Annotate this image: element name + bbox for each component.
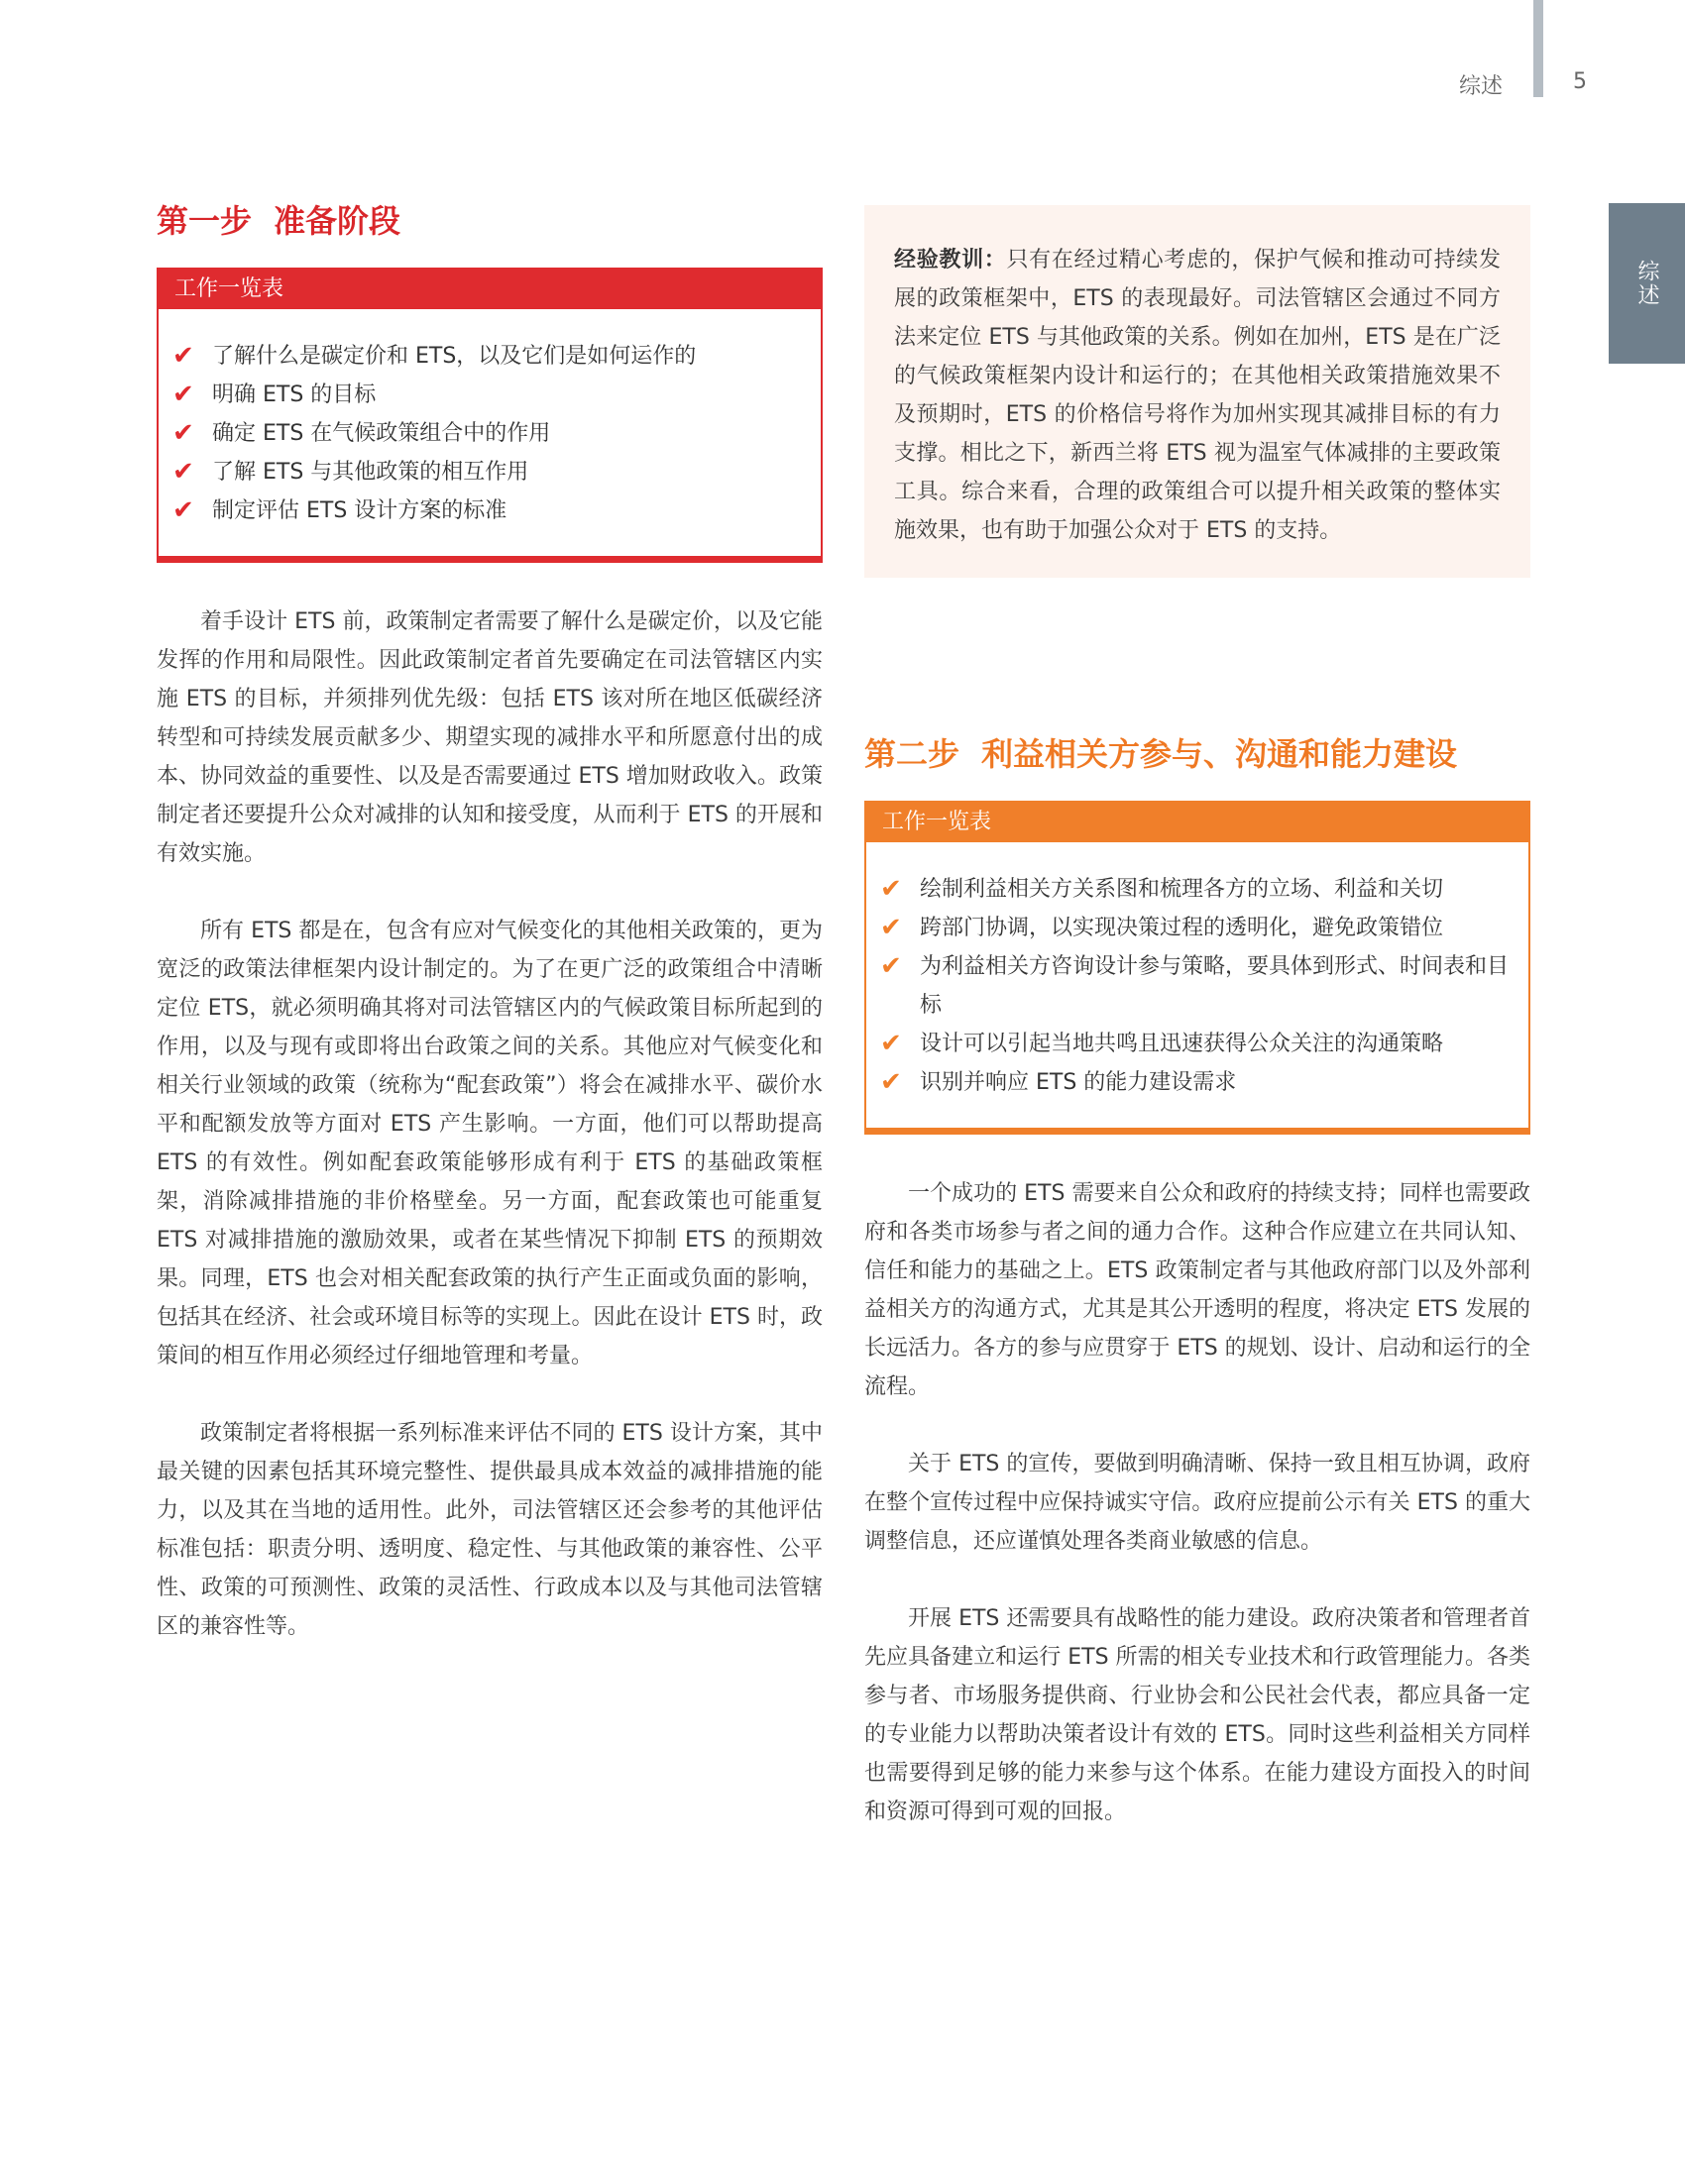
checklist-item <box>172 491 807 530</box>
checklist-item-text: 为利益相关方咨询设计参与策略，要具体到形式、时间表和目标 <box>920 954 1510 1018</box>
lesson-paragraph <box>894 241 1501 550</box>
checkmark-icon: ✔ <box>880 1067 902 1097</box>
checkmark-icon: ✔ <box>172 380 194 409</box>
checkmark-icon: ✔ <box>172 418 194 448</box>
checklist-item <box>880 909 1515 947</box>
step2-title-text: 利益相关方参与、沟通和能力建设 <box>981 735 1458 773</box>
lesson-text: 只有在经过精心考虑的，保护气候和推动可持续发展的政策框架中，ETS 的表现最好。司法管辖区会通过不同方法来定位 ETS 与其他政策的关系。例如在加州，ETS 是在广泛的气候政策框架内设计和运行的；在其他相关政策措施效果不及预期时，ETS 的价格信号将作为加州实现其减排目标的有力支撑。相比之下，新西兰将 ETS 视为温室气体减排的主要政策工具。综合来看，合理的政策组合可以提升相关政策的整体实施效果，也有助于加强公众对于 ETS 的支持。 <box>894 248 1501 543</box>
step1-paragraph: 政策制定者将根据一系列标准来评估不同的 ETS 设计方案，其中最关键的因素包括其环境完整性、提供最具成本效益的减排措施的能力，以及其在当地的适用性。此外，司法管辖区还会参考的其他评估标准包括：职责分明、透明度、稳定性、与其他政策的兼容性、公平性、政策的可预测性、政策的灵活性、行政成本以及与其他司法管辖区的兼容性等。 <box>157 1421 823 1639</box>
checklist-item <box>880 870 1515 909</box>
checkmark-icon: ✔ <box>880 913 902 942</box>
side-tab-label: 综述 <box>1634 260 1659 307</box>
checklist-item-text: 识别并响应 ETS 的能力建设需求 <box>920 1070 1237 1095</box>
step1-paragraph: 所有 ETS 都是在，包含有应对气候变化的其他相关政策的，更为宽泛的政策法律框架内设计制定的。为了在更广泛的政策组合中清晰定位 ETS，就必须明确其将对司法管辖区内的气候政策目标所起到的作用，以及与现有或即将出台政策之间的关系。其他应对气候变化和相关行业领域的政策（统称为“配套政策”）将会在减排水平、碳价水平和配额发放等方面对 ETS 产生影响。一方面，他们可以帮助提高 ETS 的有效性。例如配套政策能够形成有利于 ETS 的基础政策框架，消除减排措施的非价格壁垒。另一方面，配套政策也可能重复 ETS 对减排措施的激励效果，或者在某些情况下抑制 ETS 的预期效果。同理，ETS 也会对相关配套政策的执行产生正面或负面的影响，包括其在经济、社会或环境目标等的实现上。因此在设计 ETS 时，政策间的相互作用必须经过仔细地管理和考量。 <box>157 919 823 1368</box>
step2-section <box>864 731 1530 1831</box>
checklist-item <box>880 1063 1515 1102</box>
checklist-item-text: 跨部门协调，以实现决策过程的透明化，避免政策错位 <box>920 916 1444 940</box>
checklist-item-text: 制定评估 ETS 设计方案的标准 <box>212 498 507 523</box>
step2-paragraph: 关于 ETS 的宣传，要做到明确清晰、保持一致且相互协调，政府在整个宣传过程中应保持诚实守信。政府应提前公示有关 ETS 的重大调整信息，还应谨慎处理各类商业敏感的信息。 <box>864 1452 1530 1554</box>
checklist-item-text: 确定 ETS 在气候政策组合中的作用 <box>212 421 551 446</box>
step1-number: 第一步 <box>157 202 253 240</box>
checklist-item-text: 设计可以引起当地共鸣且迅速获得公众关注的沟通策略 <box>920 1032 1444 1056</box>
checklist-item <box>880 1025 1515 1063</box>
step1-title <box>157 198 823 244</box>
step2-title <box>864 731 1530 777</box>
checklist-item-text: 明确 ETS 的目标 <box>212 382 377 407</box>
step2-checklist-items <box>866 842 1528 1128</box>
checklist-item-text: 了解 ETS 与其他政策的相互作用 <box>212 460 529 485</box>
step1-checklist <box>157 268 823 563</box>
checklist-item-text: 了解什么是碳定价和 ETS，以及它们是如何运作的 <box>212 344 697 369</box>
step1-title-text: 准备阶段 <box>274 202 401 240</box>
checkmark-icon: ✔ <box>172 457 194 487</box>
checkmark-icon: ✔ <box>880 1029 902 1058</box>
header-section-label: 综述 <box>1459 74 1504 99</box>
checkmark-icon: ✔ <box>172 341 194 371</box>
step2-checklist <box>864 801 1530 1135</box>
step1-paragraph: 着手设计 ETS 前，政策制定者需要了解什么是碳定价，以及它能发挥的作用和局限性。因此政策制定者首先要确定在司法管辖区内实施 ETS 的目标，并须排列优先级：包括 ETS 该对所在地区低碳经济转型和可持续发展贡献多少、期望实现的减排水平和所愿意付出的成本、协同效益的重要性、以及是否需要通过 ETS 增加财政收入。政策制定者还要提升公众对减排的认知和接受度，从而利于 ETS 的开展和有效实施。 <box>157 609 823 866</box>
checklist-item <box>172 376 807 414</box>
step1-section <box>157 198 823 1646</box>
lesson-box <box>864 205 1530 578</box>
checkmark-icon: ✔ <box>880 874 902 904</box>
step1-checklist-items <box>159 309 821 556</box>
side-section-tab[interactable] <box>1609 203 1685 364</box>
page-number: 5 <box>1573 69 1587 94</box>
checkmark-icon: ✔ <box>880 951 902 981</box>
checklist-item <box>172 453 807 491</box>
header-divider-bar <box>1533 0 1543 97</box>
step2-checklist-title: 工作一览表 <box>866 803 1528 842</box>
checklist-item <box>880 947 1515 1025</box>
step2-paragraph: 一个成功的 ETS 需要来自公众和政府的持续支持；同样也需要政府和各类市场参与者之间的通力合作。这种合作应建立在共同认知、信任和能力的基础之上。ETS 政策制定者与其他政府部门以及外部利益相关方的沟通方式，尤其是其公开透明的程度，将决定 ETS 发展的长远活力。各方的参与应贯穿于 ETS 的规划、设计、启动和运行的全流程。 <box>864 1181 1530 1399</box>
lesson-section <box>864 205 1530 578</box>
step2-number: 第二步 <box>864 735 960 773</box>
checklist-item <box>172 414 807 453</box>
checklist-item <box>172 337 807 376</box>
step2-paragraph: 开展 ETS 还需要具有战略性的能力建设。政府决策者和管理者首先应具备建立和运行 ETS 所需的相关专业技术和行政管理能力。各类参与者、市场服务提供商、行业协会和公民社会代表，都应具备一定的专业能力以帮助决策者设计有效的 ETS。同时这些利益相关方同样也需要得到足够的能力来参与这个体系。在能力建设方面投入的时间和资源可得到可观的回报。 <box>864 1606 1530 1824</box>
checkmark-icon: ✔ <box>172 495 194 525</box>
lesson-lead: 经验教训： <box>894 248 1007 273</box>
checklist-item-text: 绘制利益相关方关系图和梳理各方的立场、利益和关切 <box>920 877 1444 902</box>
step1-checklist-title: 工作一览表 <box>159 270 821 309</box>
